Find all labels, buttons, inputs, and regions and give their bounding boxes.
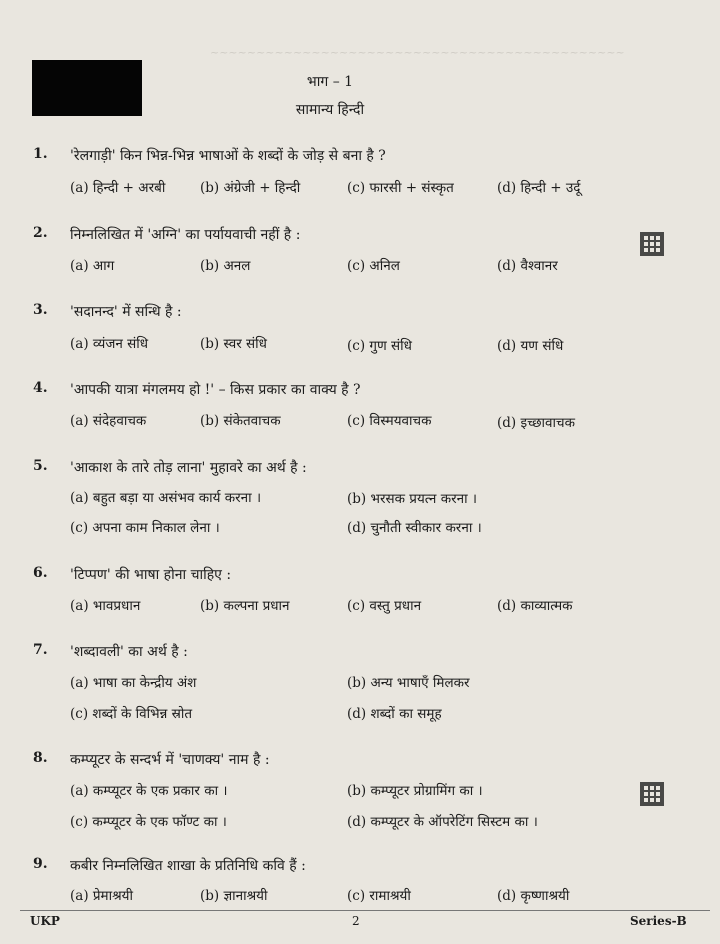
option-a[interactable]: (a) प्रेमाश्रयी: [70, 888, 134, 904]
question-number: 8.: [33, 750, 48, 766]
question-text: 'टिप्पण' की भाषा होना चाहिए :: [70, 567, 232, 583]
option-c[interactable]: (c) कम्प्यूटर के एक फॉण्ट का ।: [70, 814, 227, 830]
option-d[interactable]: (d) इच्छावाचक: [497, 415, 575, 431]
footer-rule: [20, 910, 710, 911]
option-b[interactable]: (b) अन्य भाषाएँ मिलकर: [347, 675, 470, 691]
qr-code-icon: [640, 232, 664, 256]
option-d[interactable]: (d) यण संधि: [497, 338, 564, 354]
question-number: 4.: [33, 380, 48, 396]
option-c[interactable]: (c) शब्दों के विभिन्न स्रोत: [70, 706, 193, 722]
qr-code-icon: [640, 782, 664, 806]
option-d[interactable]: (d) काव्यात्मक: [497, 598, 573, 614]
option-d[interactable]: (d) वैश्वानर: [497, 258, 558, 274]
part-heading: भाग – 1: [306, 74, 354, 90]
option-b[interactable]: (b) संकेतवाचक: [200, 413, 281, 429]
bleed-through-text: ~~~~~~~~~~~~~~~~~~~~~~~~~~~~~~~~~~~~~~~~~~~~~: [210, 46, 625, 59]
option-b[interactable]: (b) ज्ञानाश्रयी: [200, 888, 268, 904]
option-d[interactable]: (d) शब्दों का समूह: [347, 706, 442, 722]
option-c[interactable]: (c) फारसी + संस्कृत: [347, 180, 454, 196]
option-d[interactable]: (d) हिन्दी + उर्दू: [497, 180, 581, 196]
option-d[interactable]: (d) कम्प्यूटर के ऑपरेटिंग सिस्टम का ।: [347, 814, 538, 830]
question-text: 'शब्दावली' का अर्थ है :: [70, 644, 188, 660]
question-text: निम्नलिखित में 'अग्नि' का पर्यायवाची नहीं है :: [70, 227, 301, 243]
option-a[interactable]: (a) कम्प्यूटर के एक प्रकार का ।: [70, 783, 228, 799]
question-number: 3.: [33, 302, 48, 318]
footer-code: UKP: [30, 914, 60, 928]
option-b[interactable]: (b) कल्पना प्रधान: [200, 598, 290, 614]
question-text: कबीर निम्नलिखित शाखा के प्रतिनिधि कवि हैं :: [70, 858, 306, 874]
option-a[interactable]: (a) बहुत बड़ा या असंभव कार्य करना ।: [70, 490, 262, 506]
question-number: 6.: [33, 565, 48, 581]
option-d[interactable]: (d) चुनौती स्वीकार करना ।: [347, 520, 482, 536]
question-text: कम्प्यूटर के सन्दर्भ में 'चाणक्य' नाम है :: [70, 752, 270, 768]
subject-heading: सामान्य हिन्दी: [295, 102, 365, 118]
option-a[interactable]: (a) भाषा का केन्द्रीय अंश: [70, 675, 197, 691]
option-c[interactable]: (c) गुण संधि: [347, 338, 412, 354]
page-number: 2: [352, 914, 360, 928]
question-number: 1.: [33, 146, 48, 162]
option-b[interactable]: (b) अंग्रेजी + हिन्दी: [200, 180, 301, 196]
question-number: 2.: [33, 225, 48, 241]
option-a[interactable]: (a) संदेहवाचक: [70, 413, 147, 429]
option-a[interactable]: (a) व्यंजन संधि: [70, 336, 149, 352]
question-number: 7.: [33, 642, 48, 658]
option-a[interactable]: (a) आग: [70, 258, 115, 274]
question-number: 9.: [33, 856, 48, 872]
series-label: Series-B: [630, 914, 687, 928]
question-text: 'आपकी यात्रा मंगलमय हो !' – किस प्रकार का वाक्य है ?: [70, 382, 361, 398]
option-c[interactable]: (c) अपना काम निकाल लेना ।: [70, 520, 220, 536]
option-c[interactable]: (c) रामाश्रयी: [347, 888, 411, 904]
question-text: 'रेलगाड़ी' किन भिन्न-भिन्न भाषाओं के शब्दों के जोड़ से बना है ?: [70, 148, 386, 164]
question-number: 5.: [33, 458, 48, 474]
option-a[interactable]: (a) भावप्रधान: [70, 598, 141, 614]
option-b[interactable]: (b) अनल: [200, 258, 251, 274]
question-text: 'आकाश के तारे तोड़ लाना' मुहावरे का अर्थ है :: [70, 460, 307, 476]
redaction-box: [32, 60, 142, 116]
option-a[interactable]: (a) हिन्दी + अरबी: [70, 180, 166, 196]
option-b[interactable]: (b) कम्प्यूटर प्रोग्रामिंग का ।: [347, 783, 483, 799]
option-b[interactable]: (b) भरसक प्रयत्न करना ।: [347, 491, 477, 507]
option-b[interactable]: (b) स्वर संधि: [200, 336, 267, 352]
option-c[interactable]: (c) अनिल: [347, 258, 400, 274]
option-c[interactable]: (c) विस्मयवाचक: [347, 413, 432, 429]
option-c[interactable]: (c) वस्तु प्रधान: [347, 598, 422, 614]
option-d[interactable]: (d) कृष्णाश्रयी: [497, 888, 570, 904]
question-text: 'सदानन्द' में सन्धि है :: [70, 304, 182, 320]
